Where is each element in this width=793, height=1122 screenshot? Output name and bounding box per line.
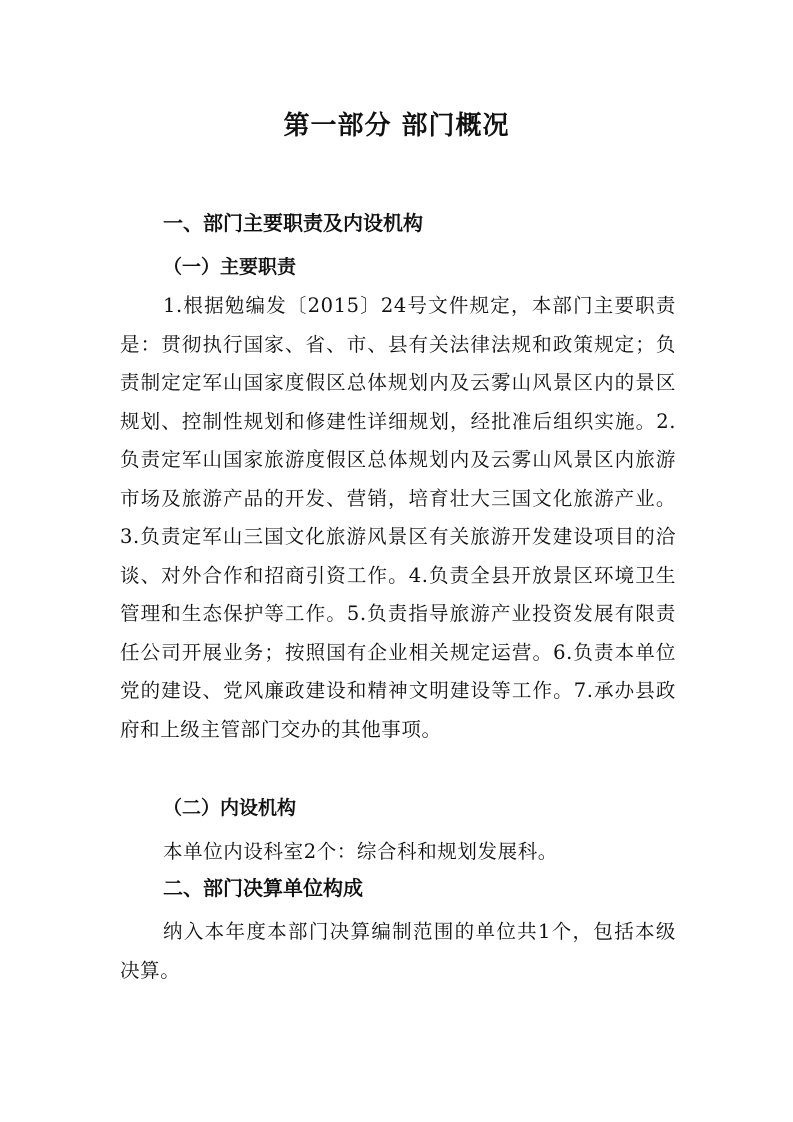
subsection-heading-internal-structure: （二）内设机构 bbox=[163, 797, 297, 819]
main-duties-paragraph: 1.根据勉编发〔2015〕24号文件规定，本部门主要职责是：贯彻执行国家、省、市、县有关法律法规和政策规定；负责制定定军山国家度假区总体规划内及云雾山风景区内的景区规划、控制性规划和修建性详细规划，经批准后组织实施。2.负责定军山国家旅游度假区总体规划内及云雾山风景区内旅游市场及旅游产品的开发、营销，培育壮大三国文化旅游产业。3.负责定军山三国文化旅游风景区有关旅游开发建设项目的洽谈、对外合作和招商引资工作。4.负责全县开放景区环境卫生管理和生态保护等工作。5.负责指导旅游产业投资发展有限责任公司开展业务；按照国有企业相关规定运营。6.负责本单位党的建设、党风廉政建设和精神文明建设等工作。7.承办县政府和上级主管部门交办的其他事项。 bbox=[120, 294, 676, 741]
section-heading-duties-and-structure: 一、部门主要职责及内设机构 bbox=[163, 211, 423, 235]
page-title: 第一部分 部门概况 bbox=[283, 111, 510, 141]
unit-composition-paragraph: 纳入本年度本部门决算编制范围的单位共1个，包括本级决算。 bbox=[120, 920, 676, 982]
section-heading-unit-composition: 二、部门决算单位构成 bbox=[163, 876, 363, 900]
subsection-heading-main-duties: （一）主要职责 bbox=[163, 256, 297, 278]
internal-structure-paragraph: 本单位内设科室2个：综合科和规划发展科。 bbox=[163, 840, 558, 863]
